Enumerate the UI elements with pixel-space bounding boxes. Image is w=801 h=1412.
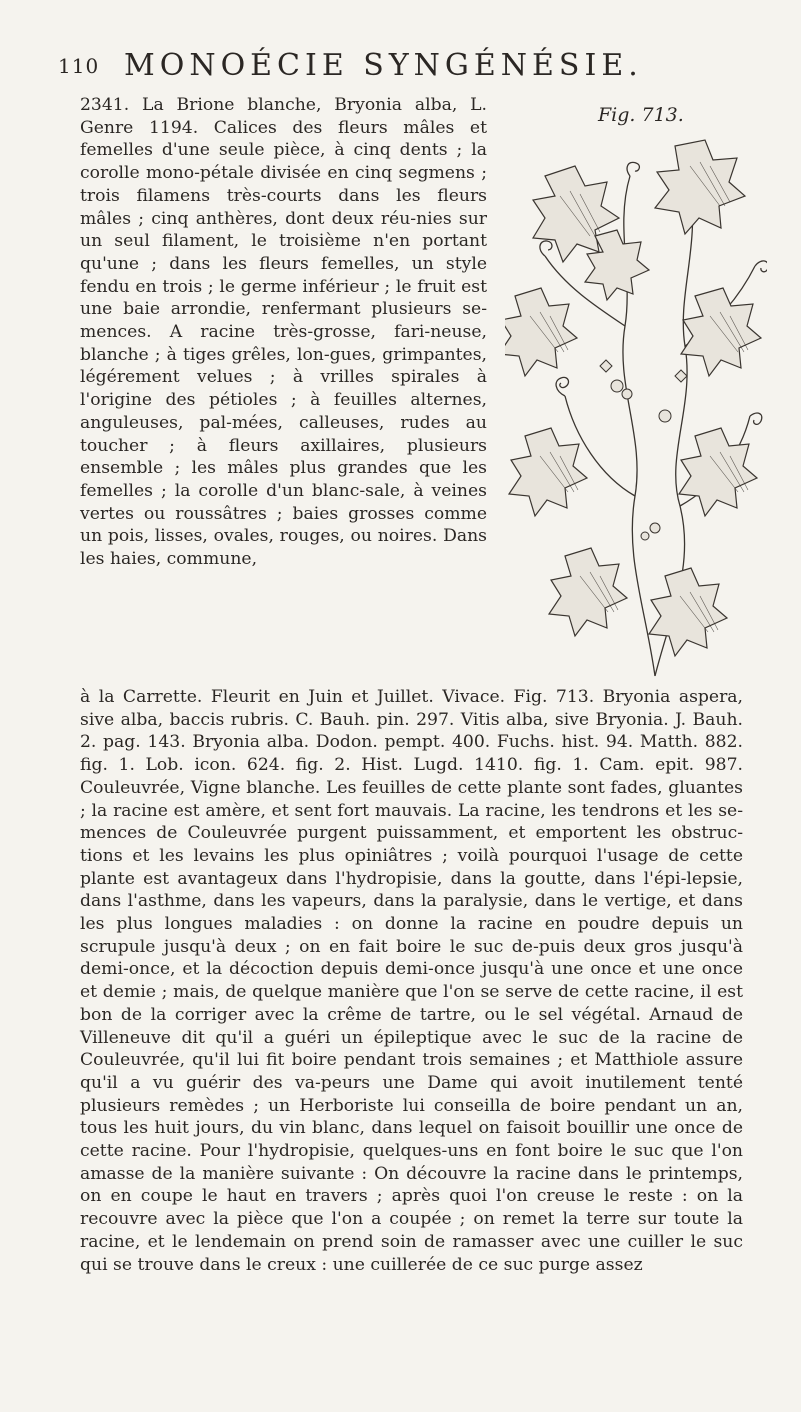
page-header <box>58 48 758 88</box>
entry-text-full-width <box>80 686 743 1276</box>
entry-paragraph-continued: à la Carrette. Fleurit en Juin et Juillet. Vivace. Fig. 713. Bryonia aspera, sive alba, baccis rubris. C. Bauh. pin. 297. Vitis alba, sive Bryonia. J. Bauh. 2. pag. 143. Bryonia alba. Dodon. pempt. 400. Fuchs. hist. 94. Matth. 882. fig. 1. Lob. icon. 624. fig. 2. Hist. Lugd. 1410. fig. 1. Cam. epit. 987. Couleuvrée, Vigne blanche. Les feuilles de cette plante sont fades, gluantes ; la racine est amère, et sent fort mauvais. La racine, les tendrons et les se-mences de Couleuvrée purgent puissamment, et emportent les obstruc-tions et les levains les plus opiniâtres ; voilà pourquoi l'usage de cette plante est avantageux dans l'hydropisie, dans la goutte, dans l'épi-lepsie, dans l'asthme, dans les vapeurs, dans la paralysie, dans le vertige, et dans les plus longues maladies : on donne la racine en poudre depuis un scrupule jusqu'à deux ; on en fait boire le suc de-puis deux gros jusqu'à demi-once, et la décoction depuis demi-once jusqu'à une once et une once et demie ; mais, de quelque manière que l'on se serve de cette racine, il est bon de la corriger avec la crême de tartre, ou le sel végétal. Arnaud de Villeneuve dit qu'il a guéri un épileptique avec le suc de la racine de Couleuvrée, qu'il lui fit boire pendant trois semaines ; et Matthiole assure qu'il a vu guérir des va-peurs une Dame qui avoit inutilement tenté plusieurs remèdes ; un Herboriste lui conseilla de boire pendant un an, tous les huit jours, du vin blanc, dans lequel on faisoit bouillir une once de cette racine. Pour l'hydropisie, quelques-uns en font boire le suc que l'on amasse de la manière suivante : On découvre la racine dans le printemps, on en coupe le haut en travers ; après quoi l'on creuse le reste : on la recouvre avec la pièce que l'on a coupée ; on remet la terre sur toute la racine, et le lendemain on prend soin de ramasser avec une cuiller le suc qui se trouve dans le creux : une cuillerée de ce suc purge assez <box>80 687 743 1275</box>
bryonia-plant-illustration <box>505 136 767 688</box>
plant-engraving <box>505 136 767 688</box>
entry-text-column <box>80 94 487 571</box>
figure-caption: Fig. 713. <box>598 104 684 126</box>
entry-paragraph-start: 2341. La Brione blanche, Bryonia alba, L. Genre 1194. Calices des fleurs mâles et femelles d'une seule pièce, à cinq dents ; la corolle mono-pétale divisée en cinq segmens ; trois filamens très-courts dans les fleurs mâles ; cinq anthères, dont deux réu-nies sur un seul filament, le troisième n'en portant qu'une ; dans les fleurs femelles, un style fendu en trois ; le germe inférieur ; le fruit est une baie arrondie, renfermant plusieurs se-mences. A racine très-grosse, fari-neuse, blanche ; à tiges grêles, lon-gues, grimpantes, légérement velues ; à vrilles spirales à l'origine des pétioles ; à feuilles alternes, anguleuses, pal-mées, calleuses, rudes au toucher ; à fleurs axillaires, plusieurs ensemble ; les mâles plus grandes que les femelles ; la corolle d'un blanc-sale, à veines vertes ou roussâtres ; baies grosses comme un pois, lisses, ovales, rouges, ou noires. Dans les haies, commune, <box>80 95 487 570</box>
page-number: 110 <box>58 54 100 78</box>
running-title: MONOÉCIE SYNGÉNÉSIE. <box>124 48 643 83</box>
